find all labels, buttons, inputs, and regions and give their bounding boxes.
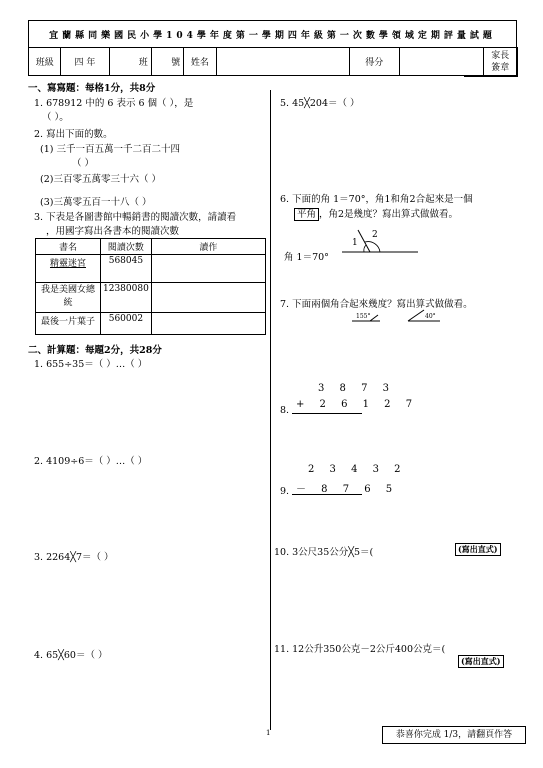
q9-line xyxy=(292,494,362,495)
q10-vertical-tag: (寫出直式) xyxy=(455,543,501,556)
q8-bottom-number: + 2 6 1 2 7 xyxy=(296,399,419,410)
parent-label-2: 簽章 xyxy=(491,62,510,73)
book-name: 最後一片葉子 xyxy=(36,313,101,335)
parent-signature-field[interactable] xyxy=(464,47,518,77)
column-divider xyxy=(270,90,271,730)
q2-2-text: (2)三百零五萬零三十六（ ） xyxy=(40,174,161,185)
grade-value: 四 年 xyxy=(61,48,109,76)
seat-suffix: 號 xyxy=(151,48,183,76)
q2-3-text: (3)三萬零五百一十八（ ） xyxy=(40,197,152,208)
page-number: 1 xyxy=(266,729,271,737)
q9-bottom-number: － 8 7 6 5 xyxy=(296,484,399,495)
q2-1-text: (1) 三千一百五萬一千二百二十四 xyxy=(40,144,180,155)
q1-line2: （ ）。 xyxy=(42,112,69,123)
q1-line1: 1. 678912 中的 6 表示 6 個（ ），是 xyxy=(34,98,194,109)
book-reading-field[interactable] xyxy=(151,313,265,335)
q7-angle2-label: 40° xyxy=(425,313,436,320)
score-label: 得分 xyxy=(349,48,399,76)
name-label: 姓名 xyxy=(184,48,216,76)
parent-label-1: 家長 xyxy=(491,50,510,61)
calc-q4: 4. 65╳60＝（ ） xyxy=(34,650,108,661)
name-field[interactable] xyxy=(216,48,349,76)
q8-line xyxy=(292,413,362,414)
calc-q11: 11. 12公升350公克－2公斤400公克＝( xyxy=(274,644,446,655)
calc-q5: 5. 45╳204＝（ ） xyxy=(280,98,360,109)
book-count: 560002 xyxy=(101,313,152,335)
q2-1-blank: （ ） xyxy=(72,158,95,169)
table-row xyxy=(36,255,266,283)
q2-text: 2. 寫出下面的數。 xyxy=(34,129,113,140)
q6-line2 xyxy=(294,206,458,220)
q7-text: 7. 下面兩個角合起來幾度？寫出算式做做看。 xyxy=(280,299,473,310)
book-name-line2: 統 xyxy=(63,298,73,308)
q6-mark-1: 1 xyxy=(352,238,358,248)
book-name xyxy=(36,283,101,313)
q6-mark-2: 2 xyxy=(372,230,378,240)
section2-title: 二、計算題：每題2分，共28分 xyxy=(28,345,162,356)
q6-straight-angle-box: 平角 xyxy=(294,208,319,221)
q7-angle1-label: 155° xyxy=(356,313,371,320)
q6-line1: 6. 下面的角 1＝70°，角1和角2合起來是一個 xyxy=(280,194,473,205)
q9-top-number: 2 3 4 3 2 xyxy=(308,464,407,475)
q6-line2-text: ，角2是幾度？寫出算式做做看。 xyxy=(319,209,459,220)
table-row xyxy=(36,283,266,313)
table-header-name: 書名 xyxy=(36,239,101,255)
class-suffix: 班 xyxy=(109,48,151,76)
books-table xyxy=(35,238,266,335)
q6-angle-label: 角 1＝70° xyxy=(284,252,329,263)
q8-number: 8. xyxy=(280,405,290,416)
class-label: 班級 xyxy=(29,48,61,76)
q3-line2: ，用國字寫出各書本的閱讀次數 xyxy=(46,226,180,237)
exam-header-table xyxy=(28,20,517,76)
table-row xyxy=(36,313,266,335)
q11-vertical-tag: (寫出直式) xyxy=(458,655,504,668)
calc-q3: 3. 2264╳7＝（ ） xyxy=(34,552,114,563)
q9-number: 9. xyxy=(280,486,290,497)
book-reading-field[interactable] xyxy=(151,255,265,283)
calc-q1: 1. 655÷35＝（ ）…（ ） xyxy=(34,359,148,370)
table-header-reading: 讀作 xyxy=(151,239,265,255)
exam-title: 宜蘭縣同樂國民小學104學年度第一學期四年級第一次數學領域定期評量試題 xyxy=(29,21,517,48)
q8-top-number: 3 8 7 3 xyxy=(318,383,395,394)
book-count: 12380080 xyxy=(101,283,152,313)
calc-q10: 10. 3公尺35公分╳5＝( xyxy=(274,547,374,558)
book-name-line1: 我是美國女總 xyxy=(40,285,95,295)
book-reading-field[interactable] xyxy=(151,283,265,313)
book-count: 568045 xyxy=(101,255,152,283)
q3-line1: 3. 下表是各圖書館中暢銷書的閱讀次數，請讀看 xyxy=(34,212,237,223)
footer-note: 恭喜你完成 1/3，請翻頁作答 xyxy=(382,726,526,744)
calc-q2: 2. 4109÷6＝（ ）…（ ） xyxy=(34,456,148,467)
table-header-count: 閱讀次數 xyxy=(101,239,152,255)
section1-title: 一、寫寫題：每格1分，共8分 xyxy=(28,83,156,94)
book-name: 精靈迷宮 xyxy=(36,255,101,283)
